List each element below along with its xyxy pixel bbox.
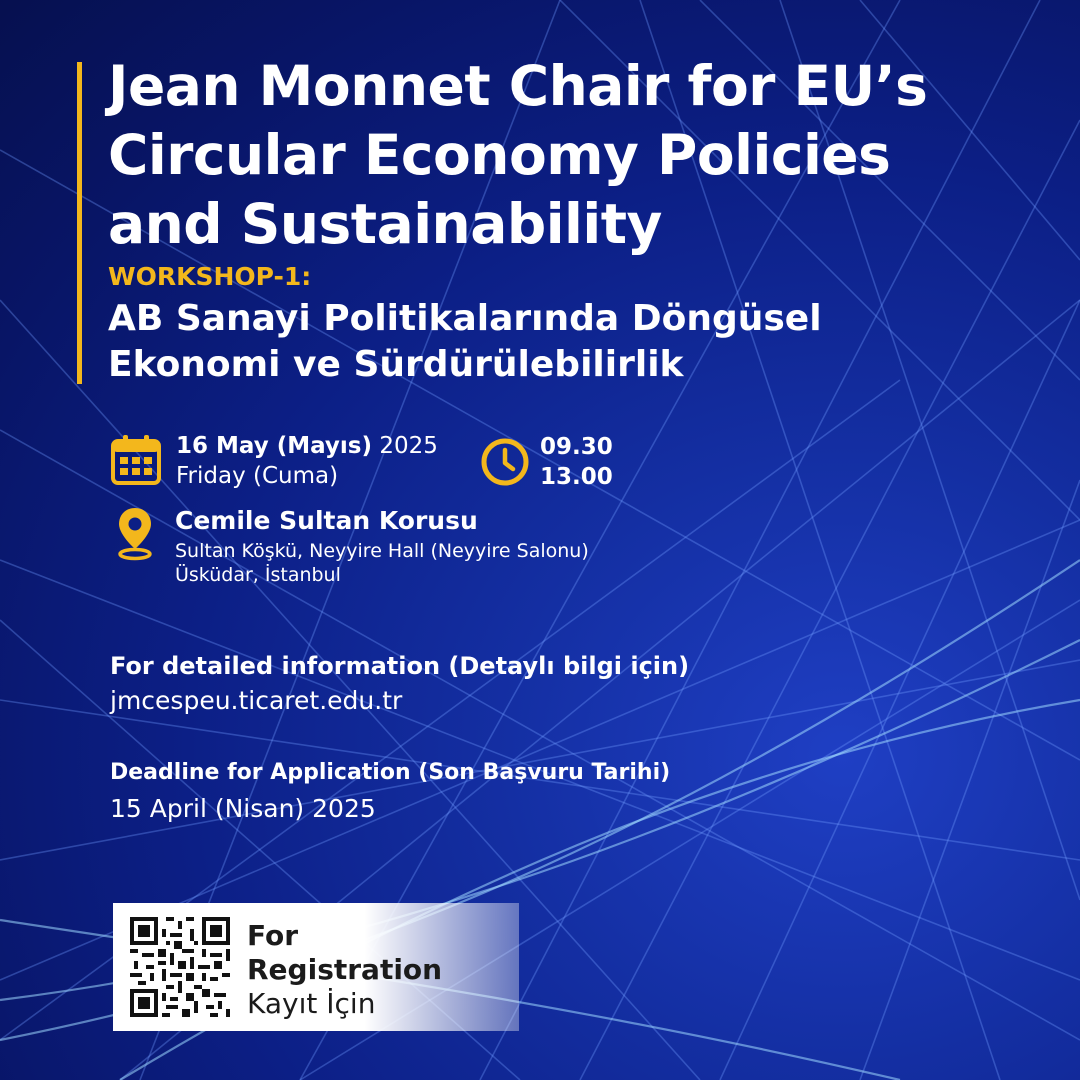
workshop-title-line: AB Sanayi Politikalarında Döngüsel: [108, 298, 822, 339]
registration-text: [247, 919, 442, 1021]
workshop-title: [108, 296, 1068, 388]
event-date: [176, 432, 438, 460]
title-line: Jean Monnet Chair for EU’s: [108, 54, 928, 118]
workshop-label: WORKSHOP-1:: [108, 262, 312, 291]
venue-address: [175, 539, 589, 587]
event-weekday: Friday (Cuma): [176, 463, 339, 489]
registration-line: For: [247, 919, 299, 952]
venue-name: Cemile Sultan Korusu: [175, 506, 478, 535]
page-title: [108, 52, 1058, 259]
title-line: and Sustainability: [108, 192, 662, 256]
accent-bar: [77, 62, 82, 384]
info-url[interactable]: jmcespeu.ticaret.edu.tr: [110, 686, 403, 715]
workshop-title-line: Ekonomi ve Sürdürülebilirlik: [108, 344, 684, 385]
info-heading: For detailed information (Detaylı bilgi için): [110, 652, 690, 680]
qr-code-icon[interactable]: [130, 917, 230, 1017]
event-date-day: 16 May (Mayıs): [176, 433, 373, 459]
event-time-start: 09.30: [540, 434, 613, 460]
venue-address-line: Üsküdar, İstanbul: [175, 564, 341, 586]
registration-box[interactable]: [113, 903, 519, 1031]
event-time: [540, 432, 613, 492]
registration-line: Registration: [247, 953, 443, 986]
event-date-year: 2025: [372, 433, 438, 459]
calendar-icon: [110, 433, 162, 487]
venue-address-line: Sultan Köşkü, Neyyire Hall (Neyyire Salonu): [175, 540, 589, 562]
location-pin-icon: [114, 505, 156, 561]
clock-icon: [480, 437, 530, 487]
deadline-heading: Deadline for Application (Son Başvuru Tarihi): [110, 760, 671, 785]
registration-line: Kayıt İçin: [247, 987, 376, 1020]
deadline-date: 15 April (Nisan) 2025: [110, 794, 376, 823]
event-time-end: 13.00: [540, 464, 613, 490]
title-line: Circular Economy Policies: [108, 123, 891, 187]
